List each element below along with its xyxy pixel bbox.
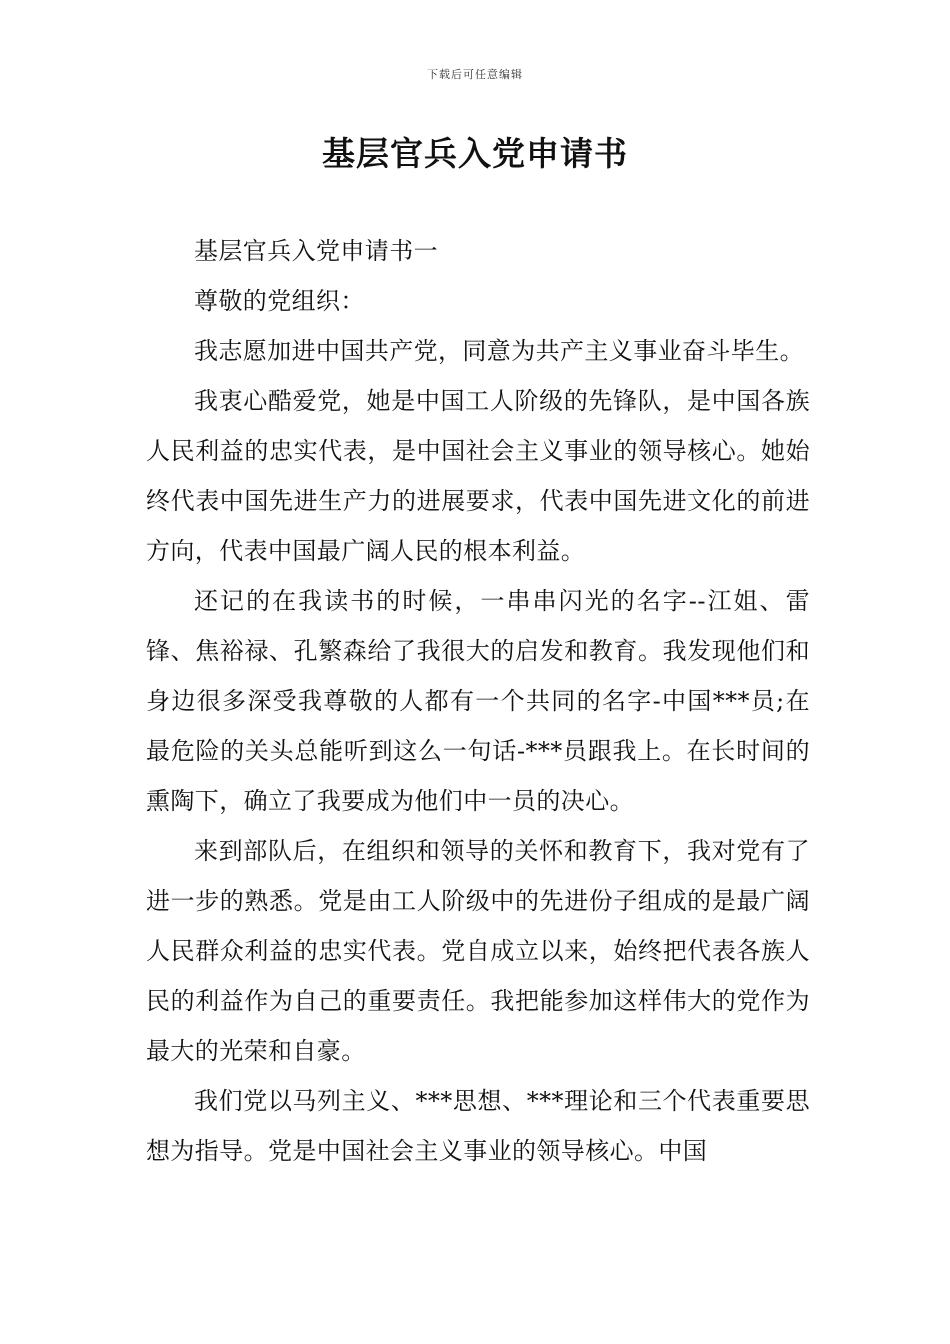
paragraph-salutation: 尊敬的党组织： xyxy=(194,287,365,315)
paragraph: 我志愿加进中国共产党，同意为共产主义事业奋斗毕生。 xyxy=(194,337,804,365)
paragraph-subtitle: 基层官兵入党申请书一 xyxy=(194,237,438,265)
paragraph: 我衷心酷爱党，她是中国工人阶级的先锋队，是中国各族人民利益的忠实代表，是中国社会主义事业的领导核心。她始终代表中国先进生产力的进展要求，代表中国先进文化的前进方向，代表中国最广阔人民的根本利益。 xyxy=(146,387,810,565)
paragraph: 还记的在我读书的时候，一串串闪光的名字--江姐、雷锋、焦裕禄、孔繁森给了我很大的启发和教育。我发现他们和身边很多深受我尊敬的人都有一个共同的名字-中国***员;在最危险的关头总能听到这么一句话-***员跟我上。在长时间的熏陶下，确立了我要成为他们中一员的决心。 xyxy=(146,587,810,815)
document-title: 基层官兵入党申请书 xyxy=(322,134,628,173)
header-note: 下载后可任意编辑 xyxy=(427,68,523,81)
document-body xyxy=(146,226,810,1176)
paragraph: 来到部队后，在组织和领导的关怀和教育下，我对党有了进一步的熟悉。党是由工人阶级中的先进份子组成的是最广阔人民群众利益的忠实代表。党自成立以来，始终把代表各族人民的利益作为自己的重要责任。我把能参加这样伟大的党作为最大的光荣和自豪。 xyxy=(146,837,810,1065)
paragraph: 我们党以马列主义、***思想、***理论和三个代表重要思想为指导。党是中国社会主义事业的领导核心。中国 xyxy=(146,1087,810,1165)
